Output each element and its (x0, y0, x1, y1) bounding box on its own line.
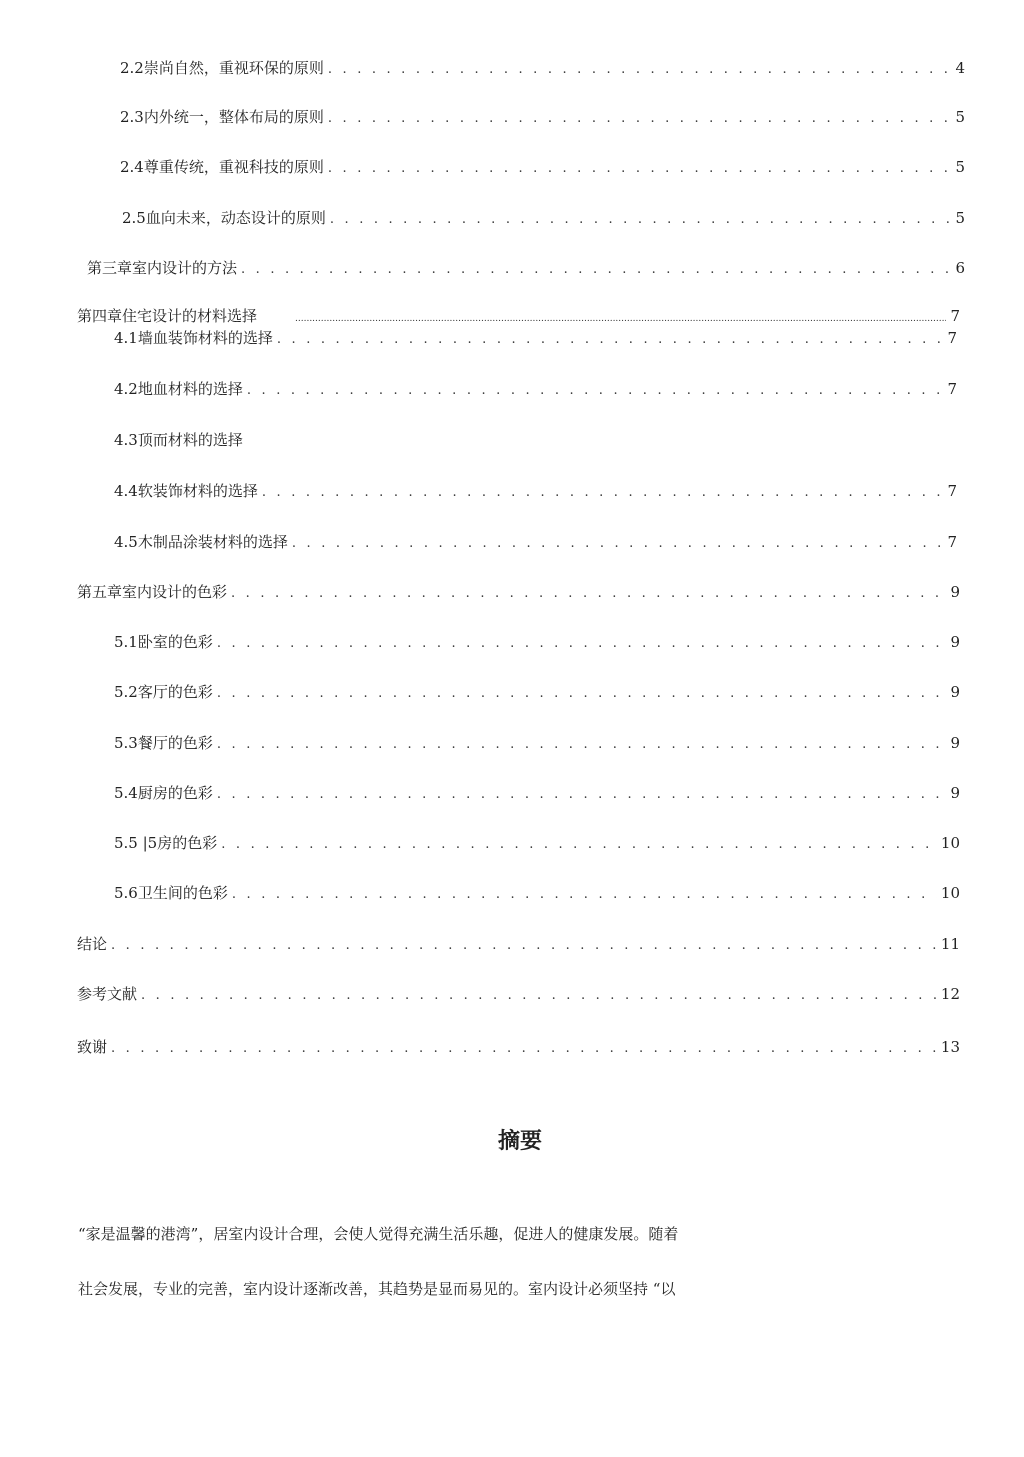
toc-entry-page: 7 (947, 482, 957, 500)
toc-dot-leader (295, 309, 946, 329)
toc-entry-2-4[interactable] (120, 157, 965, 179)
toc-dot-leader (141, 986, 937, 1006)
toc-entry-4-5[interactable] (114, 532, 957, 554)
toc-entry-chapter-5[interactable] (77, 582, 960, 604)
toc-entry-page: 7 (947, 380, 957, 398)
toc-entry-conclusion[interactable] (77, 934, 960, 956)
toc-dot-leader (328, 60, 952, 80)
toc-dot-leader (217, 684, 947, 704)
toc-dot-leader (217, 634, 947, 654)
toc-entry-5-1[interactable] (114, 632, 960, 654)
toc-dot-leader (328, 109, 952, 129)
toc-entry-page: 5 (955, 158, 965, 176)
toc-entry-page: 5 (955, 108, 965, 126)
toc-entry-2-5[interactable] (122, 208, 965, 230)
toc-entry-label: 4.3顶而材料的选择 (114, 431, 243, 449)
toc-entry-label: 5.5 |5房的色彩 (114, 834, 218, 852)
toc-dot-leader (231, 584, 946, 604)
toc-entry-page: 9 (950, 784, 960, 802)
toc-entry-label: 4.1墙血装饰材料的选择 (114, 329, 273, 347)
abstract-heading: 摘要 (497, 1129, 542, 1154)
abstract-text-line: “家是温馨的港湾”，居室内设计合理，会使人觉得充满生活乐趣，促进人的健康发展。随着 (78, 1225, 679, 1243)
toc-entry-label: 参考文献 (77, 985, 138, 1003)
toc-dot-leader (217, 735, 947, 755)
toc-entry-label: 第三章室内设计的方法 (87, 259, 238, 277)
toc-entry-label: 第五章室内设计的色彩 (77, 583, 228, 601)
toc-entry-4-2[interactable] (114, 379, 957, 401)
toc-entry-label: 5.2客厅的色彩 (114, 683, 213, 701)
toc-entry-page: 10 (940, 884, 960, 902)
toc-entry-page: 9 (950, 633, 960, 651)
toc-dot-leader (111, 1039, 937, 1059)
toc-entry-chapter-4[interactable] (77, 306, 960, 329)
toc-entry-page: 6 (955, 259, 965, 277)
toc-entry-label: 5.3餐厅的色彩 (114, 734, 213, 752)
toc-entry-page: 12 (940, 985, 960, 1003)
toc-entry-page: 4 (955, 59, 965, 77)
toc-entry-page: 7 (950, 307, 960, 325)
toc-dot-leader (232, 885, 937, 905)
toc-entry-4-4[interactable] (114, 481, 957, 503)
toc-entry-page: 5 (955, 209, 965, 227)
toc-entry-label: 致谢 (77, 1038, 108, 1056)
toc-dot-leader (292, 534, 944, 554)
toc-entry-2-2[interactable] (120, 58, 965, 80)
toc-entry-label: 2.2崇尚自然，重视环保的原则 (120, 59, 324, 77)
toc-dot-leader (217, 785, 947, 805)
toc-dot-leader (328, 159, 952, 179)
toc-entry-4-3[interactable] (114, 430, 243, 450)
toc-dot-leader (221, 835, 937, 855)
toc-entry-acknowledgements[interactable] (77, 1037, 960, 1059)
toc-dot-leader (247, 381, 944, 401)
toc-dot-leader (262, 483, 944, 503)
toc-entry-label: 4.4软装饰材料的选择 (114, 482, 258, 500)
toc-entry-page: 13 (940, 1038, 960, 1056)
toc-entry-page: 10 (940, 834, 960, 852)
toc-entry-label: 5.1卧室的色彩 (114, 633, 213, 651)
toc-dot-leader (330, 210, 952, 230)
toc-entry-page: 9 (950, 734, 960, 752)
toc-dot-leader (241, 260, 951, 280)
toc-entry-4-1[interactable] (114, 328, 957, 350)
toc-entry-label: 5.6卫生间的色彩 (114, 884, 228, 902)
toc-dot-leader (277, 330, 944, 350)
toc-entry-label: 2.4尊重传统，重视科技的原则 (120, 158, 324, 176)
toc-entry-5-3[interactable] (114, 733, 960, 755)
toc-entry-5-4[interactable] (114, 783, 960, 805)
toc-entry-label: 第四章住宅设计的材料选择 (77, 307, 258, 325)
toc-entry-2-3[interactable] (120, 107, 965, 129)
toc-entry-page: 7 (947, 329, 957, 347)
toc-entry-label: 5.4厨房的色彩 (114, 784, 213, 802)
toc-entry-5-2[interactable] (114, 682, 960, 704)
toc-entry-label: 2.5血向未来，动态设计的原则 (122, 209, 326, 227)
toc-entry-page: 7 (947, 533, 957, 551)
toc-entry-page: 9 (950, 683, 960, 701)
toc-entry-label: 结论 (77, 935, 108, 953)
abstract-text-line: 社会发展，专业的完善，室内设计逐渐改善，其趋势是显而易见的。室内设计必须坚持 “以 (78, 1280, 676, 1298)
toc-entry-page: 11 (940, 935, 960, 953)
toc-entry-5-5[interactable] (114, 833, 960, 855)
toc-entry-5-6[interactable] (114, 883, 960, 905)
toc-entry-label: 4.5木制品涂装材料的选择 (114, 533, 288, 551)
toc-entry-references[interactable] (77, 984, 960, 1006)
toc-entry-chapter-3[interactable] (87, 258, 965, 280)
toc-dot-leader (111, 936, 937, 956)
toc-entry-label: 2.3内外统一，整体布局的原则 (120, 108, 324, 126)
toc-entry-page: 9 (950, 583, 960, 601)
toc-entry-label: 4.2地血材料的选择 (114, 380, 243, 398)
